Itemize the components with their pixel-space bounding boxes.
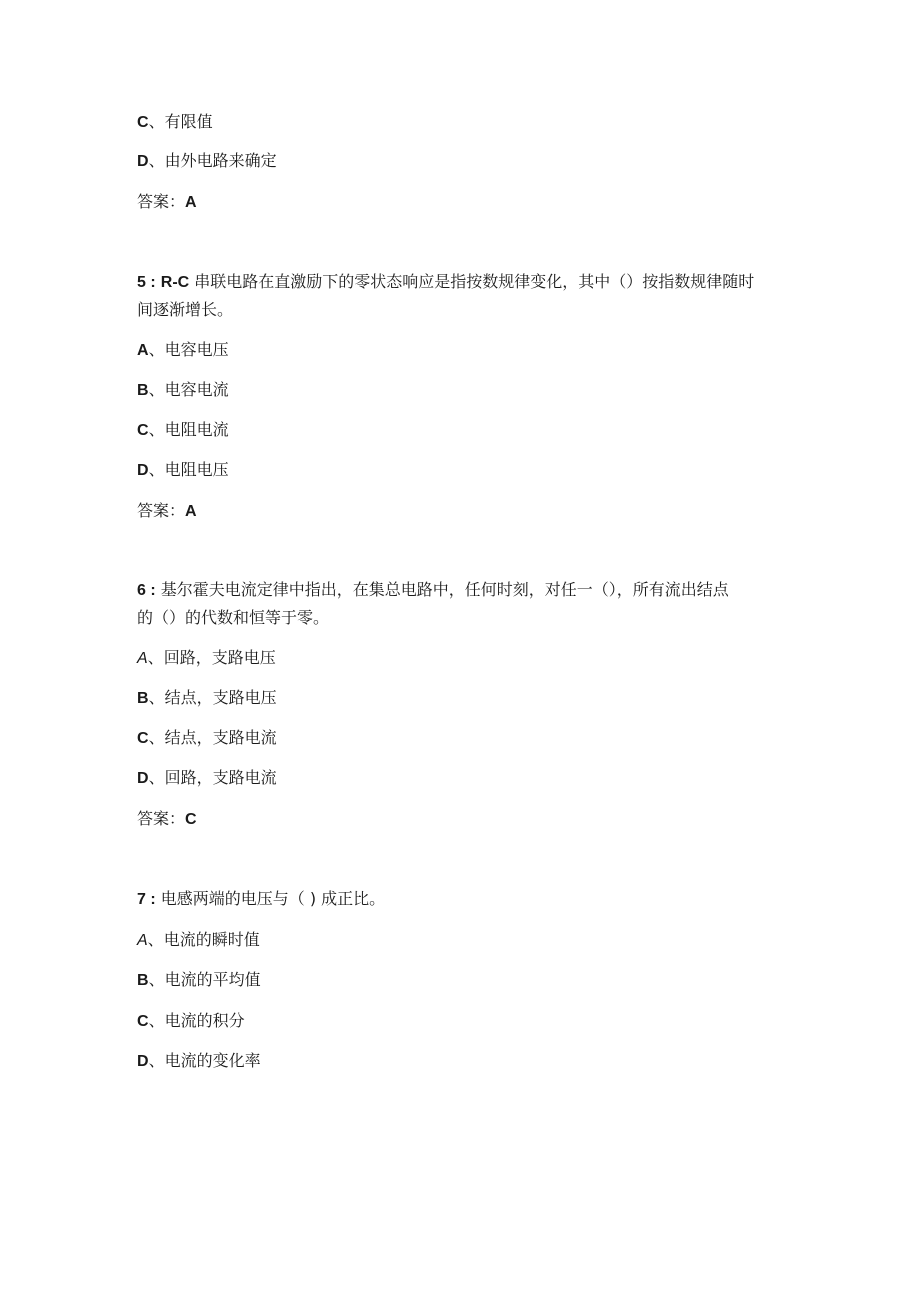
option-text: 电容电压 <box>164 340 229 359</box>
option-text: 电阻电压 <box>164 460 229 479</box>
option-separator: 、 <box>148 151 165 170</box>
question-6-stem-line-2 <box>137 607 329 629</box>
question-text: 电感两端的电压与（ ) 成正比。 <box>155 889 386 908</box>
option-letter: D <box>137 153 149 170</box>
option-letter: A <box>137 650 148 667</box>
question-number: 5 : <box>137 274 156 291</box>
option-text: 电流的变化率 <box>164 1051 261 1070</box>
option-separator: 、 <box>147 930 164 949</box>
question-text: 基尔霍夫电流定律中指出，在集总电路中，任何时刻，对任一（），所有流出结点 <box>155 580 729 599</box>
q6-option-c <box>137 727 277 750</box>
q5-option-c <box>137 419 229 442</box>
option-separator: 、 <box>148 340 165 359</box>
option-text: 回路，支路电压 <box>163 648 276 667</box>
option-letter: D <box>137 1053 149 1070</box>
option-separator: 、 <box>148 1011 165 1030</box>
q7-option-b <box>137 969 261 992</box>
option-text: 电阻电流 <box>164 420 229 439</box>
option-letter: B <box>137 972 149 989</box>
option-text: 回路，支路电流 <box>164 768 277 787</box>
option-letter: B <box>137 690 149 707</box>
q5-option-a <box>137 339 229 362</box>
option-text: 电流的瞬时值 <box>163 930 260 949</box>
q6-option-b <box>137 687 277 710</box>
question-5-stem-line-2 <box>137 299 233 321</box>
question-5-stem-line-1 <box>137 271 754 294</box>
answer-value: C <box>185 811 197 828</box>
question-number: 7 : <box>137 891 156 908</box>
option-separator: 、 <box>148 1051 165 1070</box>
answer-line <box>137 191 197 214</box>
question-number: 6 : <box>137 582 156 599</box>
option-separator: 、 <box>148 460 165 479</box>
q6-answer-line <box>137 808 197 831</box>
option-text: 结点，支路电流 <box>164 728 277 747</box>
question-lead-term: R-C <box>160 274 190 291</box>
option-c <box>137 111 213 134</box>
q5-option-d <box>137 459 229 482</box>
option-letter: C <box>137 730 149 747</box>
q5-answer-line <box>137 500 197 523</box>
option-text: 结点，支路电压 <box>164 688 277 707</box>
q6-option-a <box>137 647 276 670</box>
q7-option-c <box>137 1010 245 1033</box>
question-text: 串联电路在直激励下的零状态响应是指按数规律变化，其中（）按指数规律随时 <box>189 272 755 291</box>
option-letter: B <box>137 382 149 399</box>
option-separator: 、 <box>148 112 165 131</box>
q6-option-d <box>137 767 277 790</box>
option-text: 电容电流 <box>164 380 229 399</box>
answer-label: 答案： <box>137 809 186 828</box>
option-letter: A <box>137 342 149 359</box>
option-text: 电流的积分 <box>164 1011 245 1030</box>
option-letter: D <box>137 770 149 787</box>
answer-label: 答案： <box>137 501 186 520</box>
q5-option-b <box>137 379 229 402</box>
question-6-stem-line-1 <box>137 579 729 602</box>
option-d <box>137 150 277 173</box>
option-letter: A <box>137 932 148 949</box>
q7-option-a <box>137 929 260 952</box>
option-letter: D <box>137 462 149 479</box>
option-separator: 、 <box>148 728 165 747</box>
q7-option-d <box>137 1050 261 1073</box>
option-separator: 、 <box>148 420 165 439</box>
option-letter: C <box>137 422 149 439</box>
answer-value: A <box>185 194 197 211</box>
answer-value: A <box>185 503 197 520</box>
option-separator: 、 <box>148 380 165 399</box>
question-7-stem-line-1 <box>137 888 385 911</box>
question-text: 间逐渐增长。 <box>137 300 234 319</box>
option-separator: 、 <box>147 648 164 667</box>
question-text: 的（）的代数和恒等于零。 <box>137 608 330 627</box>
option-separator: 、 <box>148 768 165 787</box>
option-text: 由外电路来确定 <box>164 151 277 170</box>
option-separator: 、 <box>148 688 165 707</box>
option-text: 电流的平均值 <box>164 970 261 989</box>
option-letter: C <box>137 1013 149 1030</box>
option-separator: 、 <box>148 970 165 989</box>
option-text: 有限值 <box>164 112 213 131</box>
answer-label: 答案： <box>137 192 186 211</box>
option-letter: C <box>137 114 149 131</box>
